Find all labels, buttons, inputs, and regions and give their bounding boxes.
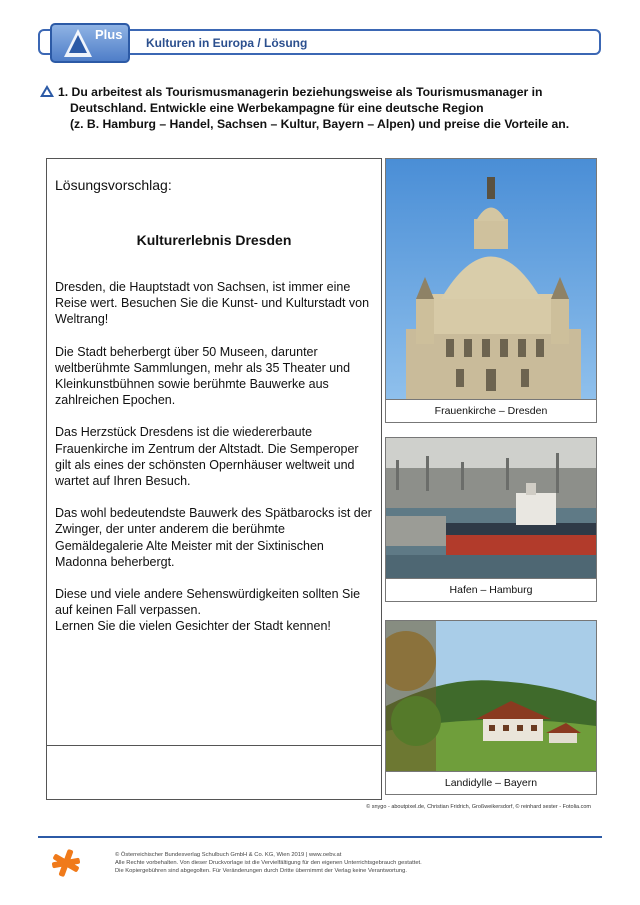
task-line: (z. B. Hamburg – Handel, Sachsen – Kultur, Bayern – Alpen) und preise die Vorteile an. (70, 117, 570, 131)
triangle-bullet-icon (40, 85, 54, 97)
solution-paragraph: Das Herzstück Dresdens ist die wiedererbaute Frauenkirche im Zentrum der Altstadt. Die Semperoper gilt als eines der schönsten Opernhäuser weltweit und wartet auf Ihren Besuch. (55, 425, 359, 489)
church-photo-icon (386, 159, 596, 399)
photo-caption: Landidylle – Bayern (386, 771, 596, 794)
photo-hafen (385, 437, 597, 602)
publisher-logo-icon (52, 849, 80, 877)
footer-line: Alle Rechte vorbehalten. Von dieser Druckvorlage ist die Vervielfältigung für den eigenen Unterrichtsgebrauch gestattet. (115, 860, 422, 866)
footer-text (115, 851, 422, 875)
solution-paragraph: Diese und viele andere Sehenswürdigkeiten sollten Sie auf keinen Fall verpassen. (55, 587, 361, 618)
solution-divider (47, 745, 381, 746)
plus-logo (50, 23, 130, 63)
solution-heading: Lösungsvorschlag: (55, 177, 172, 193)
solution-paragraph: Das wohl bedeutendste Bauwerk des Spätbarocks ist der Zwinger, der unter anderem die berühmte Gemäldegalerie Alte Meister mit der Sixtinischen Madonna beherbergt. (55, 506, 372, 569)
task-line: Deutschland. Entwickle eine Werbekampagne für eine deutsche Region (70, 101, 484, 115)
solution-paragraph: Die Stadt beherbergt über 50 Museen, darunter weltberühmte Sammlungen, mehr als 35 Theater und Kleinkunstbühnen sowie berühmte Bauwerke aus zahlreichen Epochen. (55, 344, 351, 408)
solution-paragraph: Dresden, die Hauptstadt von Sachsen, ist immer eine Reise wert. Besuchen Sie die Kunst- und Kulturstadt von Weltrang! (55, 280, 370, 327)
triangle-logo-icon (63, 27, 93, 59)
farmhouse-photo-icon (386, 621, 596, 771)
footer-rule (38, 836, 602, 838)
photo-frauenkirche (385, 158, 597, 423)
solution-text (55, 279, 375, 635)
logo-label: Plus (95, 27, 123, 42)
solution-paragraph: Lernen Sie die vielen Gesichter der Stadt kennen! (55, 619, 331, 634)
photo-caption: Frauenkirche – Dresden (386, 399, 596, 422)
image-credit: © snygo - aboutpixel.de, Christian Fridrich, Großweikersdorf, © reinhard sester - Fotolia.com (366, 804, 591, 810)
photo-caption: Hafen – Hamburg (386, 578, 596, 601)
solution-box (46, 158, 382, 800)
photo-landidylle (385, 620, 597, 795)
footer-line: Die Kopiergebühren sind abgegolten. Für Veränderungen durch Dritte übernimmt der Verlag keine Verantwortung. (115, 868, 407, 874)
page-title: Kulturen in Europa / Lösung (146, 36, 308, 50)
footer-line: © Österreichischer Bundesverlag Schulbuch GmbH & Co. KG, Wien 2019 | www.oebv.at (115, 852, 342, 858)
harbor-photo-icon (386, 438, 596, 578)
task-line: 1. Du arbeitest als Tourismusmanagerin beziehungsweise als Tourismusmanager in (58, 85, 543, 99)
task-block (40, 84, 610, 132)
solution-title: Kulturerlebnis Dresden (136, 232, 292, 248)
